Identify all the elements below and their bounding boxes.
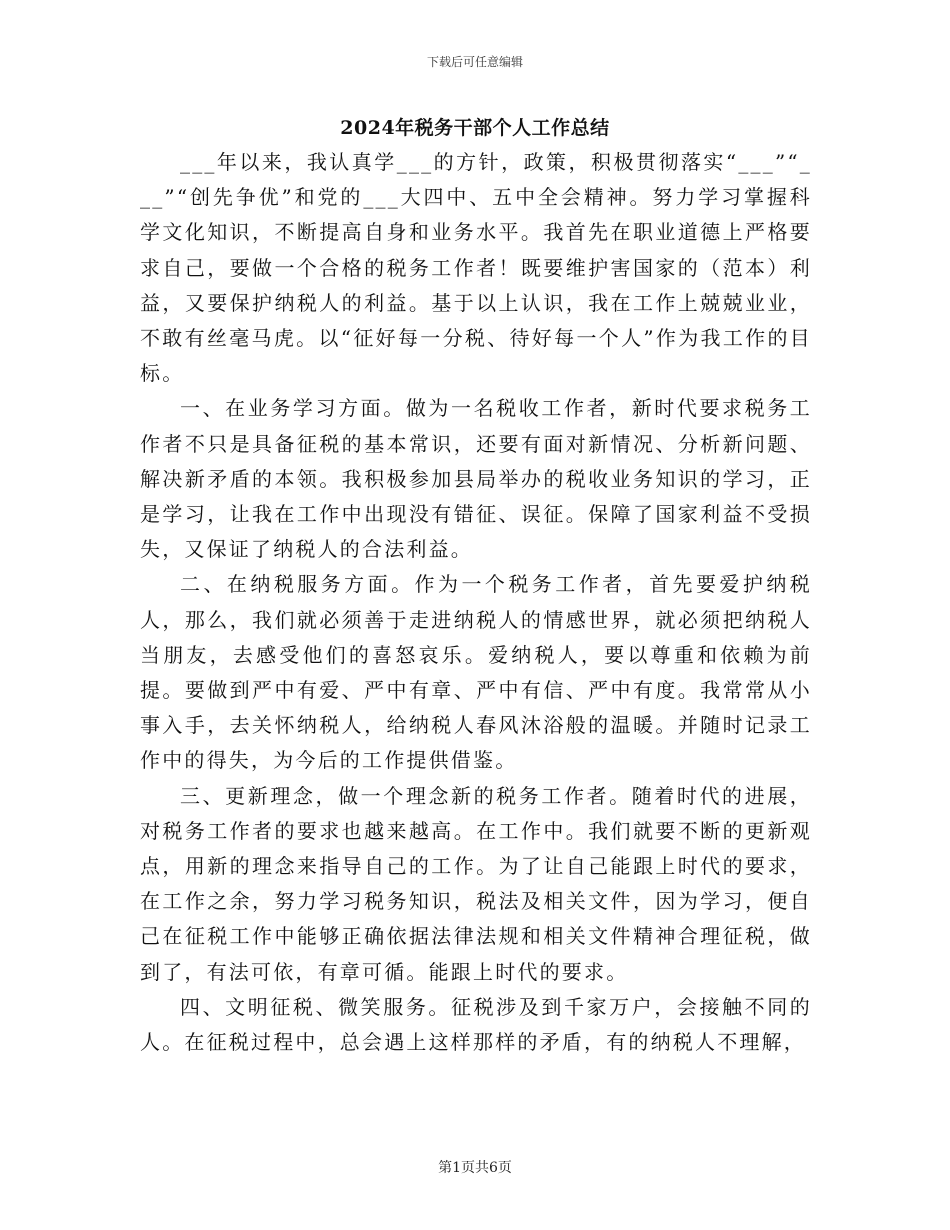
document-title: 2024年税务干部个人工作总结: [340, 117, 610, 139]
paragraph-civil-taxation: 四、文明征税、微笑服务。征税涉及到千家万户，会接触不同的人。在征税过程中，总会遇上这样那样的矛盾，有的纳税人不理解，: [140, 994, 812, 1055]
document-body: [140, 145, 812, 1060]
paragraph-business-study: 一、在业务学习方面。做为一名税收工作者，新时代要求税务工作者不只是具备征税的基本常识，还要有面对新情况、分析新问题、解决新矛盾的本领。我积极参加县局举办的税收业务知识的学习，正是学习，让我在工作中出现没有错征、误征。保障了国家利益不受损失，又保证了纳税人的合法利益。: [140, 396, 812, 562]
paragraph-update-concepts: 三、更新理念，做一个理念新的税务工作者。随着时代的进展，对税务工作者的要求也越来越高。在工作中。我们就要不断的更新观点，用新的理念来指导自己的工作。为了让自己能跟上时代的要求，在工作之余，努力学习税务知识，税法及相关文件，因为学习，便自己在征税工作中能够正确依据法律法规和相关文件精神合理征税，做到了，有法可依，有章可循。能跟上时代的要求。: [140, 783, 812, 984]
download-edit-note: 下载后可任意编辑: [426, 55, 523, 69]
paragraph-intro: ___年以来，我认真学___的方针，政策，积极贯彻落实“___”“___”“创先争优”和党的___大四中、五中全会精神。努力学习掌握科学文化知识，不断提高自身和业务水平。我首先在职业道德上严格要求自己，要做一个合格的税务工作者！既要维护害国家的（范本）利益，又要保护纳税人的利益。基于以上认识，我在工作上兢兢业业，不敢有丝毫马虎。以“征好每一分税、待好每一个人”作为我工作的目标。: [140, 150, 812, 386]
page-number: 第1页共6页: [438, 1160, 512, 1176]
paragraph-taxpayer-service: 二、在纳税服务方面。作为一个税务工作者，首先要爱护纳税人，那么，我们就必须善于走进纳税人的情感世界，就必须把纳税人当朋友，去感受他们的喜怒哀乐。爱纳税人，要以尊重和依赖为前提。要做到严中有爱、严中有章、严中有信、严中有度。我常常从小事入手，去关怀纳税人，给纳税人春风沐浴般的温暖。并随时记录工作中的得失，为今后的工作提供借鉴。: [140, 572, 812, 773]
